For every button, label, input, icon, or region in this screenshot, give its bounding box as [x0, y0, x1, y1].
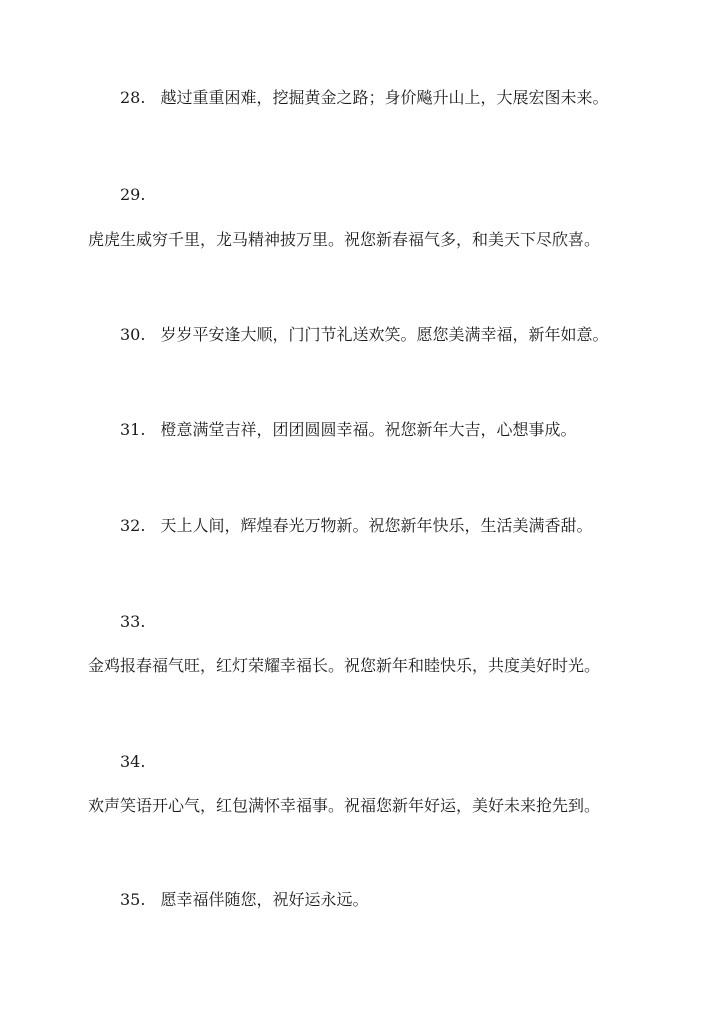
item-text: 岁岁平安逢大顺，门门节礼送欢笑。愿您美满幸福，新年如意。	[160, 325, 609, 344]
item-text: 天上人间，辉煌春光万物新。祝您新年快乐，生活美满香甜。	[160, 516, 593, 535]
list-item-30	[120, 325, 609, 345]
list-item-32	[120, 516, 593, 536]
item-number: 35.	[120, 890, 146, 909]
list-item-31	[120, 420, 577, 440]
list-item-33-text	[88, 656, 600, 676]
list-item-29-number	[120, 185, 145, 205]
list-item-29-text	[88, 230, 600, 250]
item-text: 虎虎生威穷千里，龙马精神披万里。祝您新春福气多，和美天下尽欣喜。	[88, 230, 601, 249]
item-number: 33.	[120, 612, 146, 631]
list-item-35	[120, 890, 369, 910]
item-text: 越过重重困难，挖掘黄金之路；身价飚升山上，大展宏图未来。	[160, 88, 609, 107]
list-item-33-number	[120, 612, 145, 632]
item-number: 30.	[120, 325, 146, 344]
item-text: 金鸡报春福气旺，红灯荣耀幸福长。祝您新年和睦快乐，共度美好时光。	[88, 656, 601, 675]
item-text: 橙意满堂吉祥，团团圆圆幸福。祝您新年大吉，心想事成。	[160, 420, 577, 439]
list-item-34-number	[120, 752, 145, 772]
item-number: 31.	[120, 420, 146, 439]
list-item-34-text	[88, 796, 600, 816]
item-number: 34.	[120, 752, 146, 771]
list-item-28	[120, 88, 609, 108]
item-number: 28.	[120, 88, 146, 107]
item-number: 29.	[120, 185, 146, 204]
item-text: 欢声笑语开心气，红包满怀幸福事。祝福您新年好运，美好未来抢先到。	[88, 796, 601, 815]
item-text: 愿幸福伴随您，祝好运永远。	[160, 890, 369, 909]
item-number: 32.	[120, 516, 146, 535]
